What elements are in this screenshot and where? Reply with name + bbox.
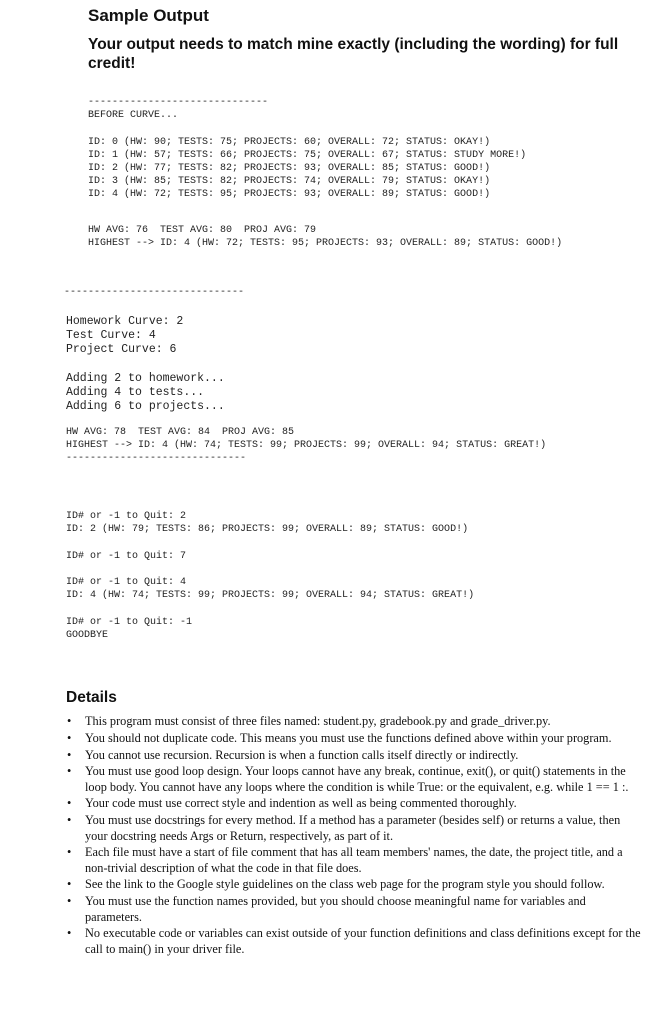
list-item bbox=[67, 894, 641, 925]
bullet-icon: • bbox=[67, 730, 72, 745]
output-line: Adding 4 to tests... bbox=[66, 386, 205, 400]
curve-output bbox=[66, 315, 225, 414]
bullet-icon: • bbox=[67, 714, 72, 728]
bullet-icon: • bbox=[67, 796, 72, 811]
output-line: GOODBYE bbox=[66, 629, 109, 641]
page-title: Sample Output bbox=[88, 6, 209, 25]
list-item-text: You must use good loop design. Your loops cannot have any break, continue, exit(), or quit() statements in the loop body. You cannot have any loops where the condition is while True: or the equivalent, e.g. while 1 == 1 :. bbox=[85, 764, 629, 794]
before-averages-output bbox=[88, 224, 608, 250]
output-line: ID: 4 (HW: 72; TESTS: 95; PROJECTS: 93; OVERALL: 89; STATUS: GOOD!) bbox=[88, 189, 491, 201]
output-line: BEFORE CURVE... bbox=[88, 110, 179, 122]
output-line: ID# or -1 to Quit: 7 bbox=[66, 550, 187, 562]
list-item-text: This program must consist of three files named: student.py, gradebook.py and grade_driver.py. bbox=[85, 714, 551, 728]
list-item-text: You cannot use recursion. Recursion is when a function calls itself directly or indirectly. bbox=[85, 747, 519, 762]
averages-line: HW AVG: 76 TEST AVG: 80 PROJ AVG: 79 bbox=[88, 225, 317, 236]
list-item bbox=[67, 796, 641, 811]
list-item-text: You must use docstrings for every method. If a method has a parameter (besides self) or returns a value, then your docstring needs Args or Return, respectively, as part of it. bbox=[85, 813, 621, 843]
details-list bbox=[66, 714, 641, 958]
list-item bbox=[67, 747, 641, 763]
output-line: ID# or -1 to Quit: 4 bbox=[66, 577, 187, 589]
list-item bbox=[67, 845, 641, 876]
list-item-text: No executable code or variables can exist outside of your function definitions and class definitions except for the call to main() in your driver file. bbox=[85, 926, 641, 956]
output-line: ID: 3 (HW: 85; TESTS: 82; PROJECTS: 74; OVERALL: 79; STATUS: OKAY!) bbox=[88, 176, 491, 188]
list-item-text: Your code must use correct style and indention as well as being commented thoroughly. bbox=[85, 796, 517, 811]
output-line: Adding 6 to projects... bbox=[66, 400, 225, 414]
output-line: ID: 2 (HW: 79; TESTS: 86; PROJECTS: 99; OVERALL: 89; STATUS: GOOD!) bbox=[66, 524, 469, 536]
list-item bbox=[67, 813, 641, 844]
list-item-text: See the link to the Google style guidelines on the class web page for the program style you should follow. bbox=[85, 877, 605, 892]
output-line: ID# or -1 to Quit: 2 bbox=[66, 511, 187, 522]
output-line: ID: 4 (HW: 74; TESTS: 99; PROJECTS: 99; OVERALL: 94; STATUS: GREAT!) bbox=[66, 590, 475, 602]
before-curve-output bbox=[88, 96, 526, 202]
output-line: ------------------------------ bbox=[88, 97, 269, 108]
output-line: ID: 1 (HW: 57; TESTS: 66; PROJECTS: 75; OVERALL: 67; STATUS: STUDY MORE!) bbox=[88, 149, 527, 161]
bullet-icon: • bbox=[67, 747, 72, 762]
bullet-icon: • bbox=[67, 845, 72, 860]
bullet-icon: • bbox=[67, 764, 72, 779]
list-item bbox=[67, 730, 641, 746]
list-item bbox=[67, 714, 641, 729]
list-item-text: You should not duplicate code. This means you must use the functions defined above within your program. bbox=[85, 730, 612, 745]
output-line: ID: 0 (HW: 90; TESTS: 75; PROJECTS: 60; OVERALL: 72; STATUS: OKAY!) bbox=[88, 136, 491, 148]
highest-line: HIGHEST --> ID: 4 (HW: 72; TESTS: 95; PROJECTS: 93; OVERALL: 89; STATUS: GOOD!) bbox=[88, 238, 563, 250]
list-item bbox=[67, 926, 641, 957]
section-divider: ------------------------------ bbox=[66, 453, 247, 465]
list-item-text: You must use the function names provided, but you should choose meaningful name for variables and parameters. bbox=[85, 894, 586, 924]
details-heading: Details bbox=[66, 689, 117, 706]
page-subtitle: Your output needs to match mine exactly (including the wording) for full credit! bbox=[88, 36, 619, 72]
output-line: ID# or -1 to Quit: -1 bbox=[66, 616, 193, 628]
bullet-icon: • bbox=[67, 877, 72, 892]
section-divider: ------------------------------ bbox=[64, 287, 245, 298]
output-line: Project Curve: 6 bbox=[66, 343, 177, 357]
highest-line: HIGHEST --> ID: 4 (HW: 74; TESTS: 99; PROJECTS: 99; OVERALL: 94; STATUS: GREAT!) bbox=[66, 440, 547, 452]
output-line: Test Curve: 4 bbox=[66, 329, 156, 343]
bullet-icon: • bbox=[67, 813, 72, 828]
list-item bbox=[67, 764, 641, 795]
averages-line: HW AVG: 78 TEST AVG: 84 PROJ AVG: 85 bbox=[66, 427, 295, 438]
output-line: Adding 2 to homework... bbox=[66, 371, 225, 385]
output-line: ID: 2 (HW: 77; TESTS: 82; PROJECTS: 93; OVERALL: 85; STATUS: GOOD!) bbox=[88, 163, 491, 175]
list-item-text: Each file must have a start of file comment that has all team members' names, the date, the project title, and a non-trivial description of what the code in that file does. bbox=[85, 845, 623, 875]
query-output bbox=[66, 510, 474, 642]
after-averages-output bbox=[66, 426, 611, 466]
bullet-icon: • bbox=[67, 926, 72, 941]
list-item bbox=[67, 877, 641, 892]
bullet-icon: • bbox=[67, 894, 72, 909]
output-line: Homework Curve: 2 bbox=[66, 315, 184, 328]
